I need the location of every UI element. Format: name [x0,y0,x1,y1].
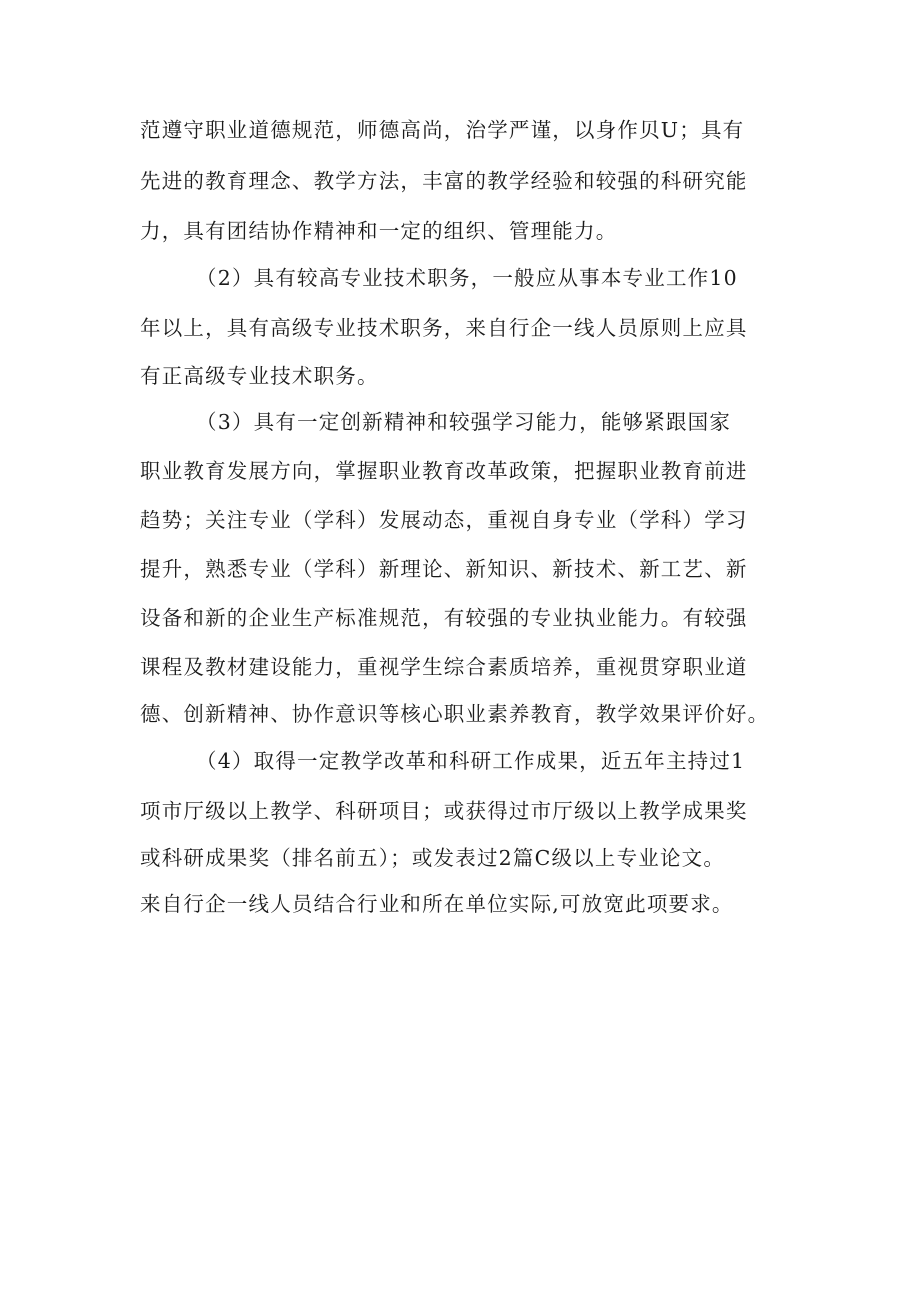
paragraph-1-line-1: 范遵守职业道德规范，师德高尚，治学严谨，以身作贝U；具有 [140,118,745,142]
paragraph-4-line-2: 项市厅级以上教学、科研项目；或获得过市厅级以上教学成果奖 [140,799,748,823]
paragraph-3-line-5: 设备和新的企业生产标准规范，有较强的专业执业能力。有较强 [140,606,748,630]
paragraph-1-line-2: 先进的教育理念、教学方法，丰富的教学经验和较强的科研究能 [140,169,748,193]
paragraph-2-line-3: 有正高级专业技术职务。 [140,364,379,388]
paragraph-3-line-3: 趋势；关注专业（学科）发展动态，重视自身专业（学科）学习 [140,508,748,532]
paragraph-2-line-2: 年以上，具有高级专业技术职务，来自行企一线人员原则上应具 [140,316,748,340]
paragraph-4-line-3: 或科研成果奖（排名前五）；或发表过2篇C级以上专业论文。 [140,846,726,870]
paragraph-4-line-4: 来自行企一线人员结合行业和所在单位实际,可放宽此项要求。 [140,892,734,916]
paragraph-3-line-4: 提升，熟悉专业（学科）新理论、新知识、新技术、新工艺、新 [140,557,748,581]
paragraph-3-line-2: 职业教育发展方向，掌握职业教育改革政策，把握职业教育前进 [140,459,748,483]
paragraph-3-line-7: 德、创新精神、协作意识等核心职业素养教育，教学效果评价好。 [140,702,770,726]
paragraph-1-line-3: 力，具有团结协作精神和一定的组织、管理能力。 [140,219,618,243]
paragraph-3-line-6: 课程及教材建设能力，重视学生综合素质培养，重视贯穿职业道 [140,655,748,679]
paragraph-4-line-1: （4）取得一定教学改革和科研工作成果，近五年主持过1 [196,749,746,773]
paragraph-2-line-1: （2）具有较高专业技术职务，一般应从事本专业工作10 [196,266,738,290]
paragraph-3-line-1: （3）具有一定创新精神和较强学习能力，能够紧跟国家 [196,410,732,434]
